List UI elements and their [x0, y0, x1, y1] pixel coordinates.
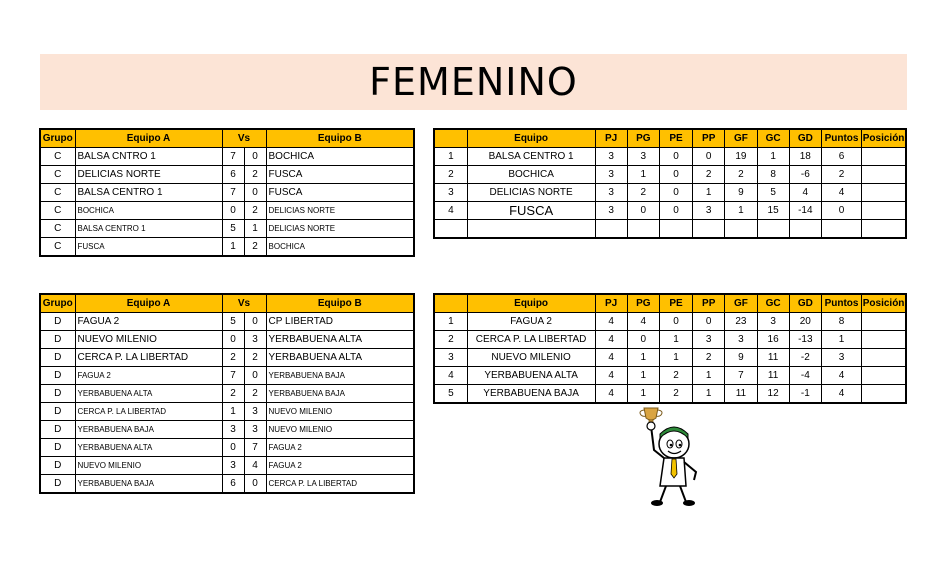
score-a-cell: 1 — [222, 403, 244, 421]
score-b-cell: 4 — [244, 457, 266, 475]
header-cell: PJ — [595, 294, 627, 313]
group-cell: D — [40, 385, 75, 403]
header-cell: PP — [693, 294, 725, 313]
stat-cell: 0 — [659, 148, 692, 166]
score-b-cell: 3 — [244, 403, 266, 421]
score-a-cell: 7 — [222, 184, 244, 202]
standings-row — [434, 313, 906, 331]
stat-cell: 1 — [627, 349, 659, 367]
team-b-cell: YERBABUENA BAJA — [266, 367, 414, 385]
score-a-cell: 0 — [222, 202, 244, 220]
stat-cell: 15 — [757, 202, 789, 220]
team-a-cell: YERBABUENA BAJA — [75, 475, 222, 494]
stat-cell — [659, 220, 692, 239]
team-a-cell: CERCA P. LA LIBERTAD — [75, 403, 222, 421]
score-b-cell: 7 — [244, 439, 266, 457]
match-row — [40, 403, 414, 421]
stat-cell — [862, 331, 906, 349]
stat-cell: 1 — [659, 349, 692, 367]
header-cell: Puntos — [821, 129, 861, 148]
stat-cell: -13 — [789, 331, 821, 349]
stat-cell: 2 — [725, 166, 757, 184]
team-a-cell: FAGUA 2 — [75, 313, 222, 331]
header-cell: Grupo — [40, 294, 75, 313]
score-a-cell: 2 — [222, 385, 244, 403]
stat-cell: 4 — [595, 331, 627, 349]
group-cell: C — [40, 220, 75, 238]
score-a-cell: 0 — [222, 439, 244, 457]
stat-cell: 3 — [595, 202, 627, 220]
stat-cell: 2 — [434, 331, 467, 349]
stat-cell: 2 — [693, 166, 725, 184]
stat-cell: 1 — [659, 331, 692, 349]
stat-cell: 0 — [627, 331, 659, 349]
header-cell: Vs — [222, 294, 266, 313]
match-row — [40, 238, 414, 257]
stat-cell: 0 — [693, 148, 725, 166]
standings-row — [434, 331, 906, 349]
header-cell: Grupo — [40, 129, 75, 148]
stat-cell — [595, 220, 627, 239]
stat-cell: 4 — [595, 385, 627, 404]
team-b-cell: DELICIAS NORTE — [266, 220, 414, 238]
group-cell: D — [40, 403, 75, 421]
match-row — [40, 331, 414, 349]
group-cell: D — [40, 421, 75, 439]
stat-cell — [757, 220, 789, 239]
group-cell: D — [40, 457, 75, 475]
stat-cell: 0 — [659, 184, 692, 202]
stat-cell: 4 — [434, 202, 467, 220]
stat-cell: 18 — [789, 148, 821, 166]
stat-cell: -4 — [789, 367, 821, 385]
header-cell: PG — [627, 294, 659, 313]
stat-cell: 1 — [627, 166, 659, 184]
stat-cell: 3 — [725, 331, 757, 349]
stat-cell: 9 — [725, 349, 757, 367]
stat-cell: 0 — [821, 202, 861, 220]
score-a-cell: 1 — [222, 238, 244, 257]
stat-cell: -14 — [789, 202, 821, 220]
stat-cell: 4 — [595, 367, 627, 385]
match-row — [40, 421, 414, 439]
header-cell: Puntos — [821, 294, 861, 313]
team-a-cell: BOCHICA — [75, 202, 222, 220]
stat-cell: 3 — [595, 184, 627, 202]
team-cell: CERCA P. LA LIBERTAD — [467, 331, 595, 349]
stat-cell: 5 — [434, 385, 467, 404]
team-cell: NUEVO MILENIO — [467, 349, 595, 367]
stat-cell: 3 — [757, 313, 789, 331]
match-row — [40, 220, 414, 238]
score-a-cell: 6 — [222, 475, 244, 494]
stat-cell: 20 — [789, 313, 821, 331]
score-b-cell: 0 — [244, 148, 266, 166]
stat-cell — [862, 166, 906, 184]
match-row — [40, 313, 414, 331]
stat-cell — [693, 220, 725, 239]
score-a-cell: 6 — [222, 166, 244, 184]
team-b-cell: BOCHICA — [266, 148, 414, 166]
team-cell: YERBABUENA BAJA — [467, 385, 595, 404]
team-b-cell: NUEVO MILENIO — [266, 403, 414, 421]
title-band — [40, 54, 907, 110]
stat-cell — [862, 220, 906, 239]
stat-cell — [789, 220, 821, 239]
header-cell: GF — [725, 294, 757, 313]
stat-cell: 0 — [659, 166, 692, 184]
stat-cell: 2 — [693, 349, 725, 367]
stat-cell: -2 — [789, 349, 821, 367]
stat-cell: 4 — [595, 313, 627, 331]
stat-cell: 2 — [659, 385, 692, 404]
stat-cell: 1 — [821, 331, 861, 349]
group-cell: D — [40, 439, 75, 457]
score-a-cell: 7 — [222, 148, 244, 166]
team-a-cell: BALSA CENTRO 1 — [75, 184, 222, 202]
stat-cell — [821, 220, 861, 239]
group-cell: C — [40, 148, 75, 166]
score-a-cell: 3 — [222, 421, 244, 439]
team-cell: BALSA CENTRO 1 — [467, 148, 595, 166]
team-a-cell: DELICIAS NORTE — [75, 166, 222, 184]
stat-cell: 4 — [821, 385, 861, 404]
team-b-cell: YERBABUENA ALTA — [266, 331, 414, 349]
match-row — [40, 457, 414, 475]
header-cell: Equipo A — [75, 294, 222, 313]
stat-cell — [862, 202, 906, 220]
stat-cell: 3 — [693, 331, 725, 349]
stat-cell — [862, 385, 906, 404]
standings-row — [434, 166, 906, 184]
stat-cell: 3 — [627, 148, 659, 166]
stat-cell — [862, 349, 906, 367]
score-b-cell: 0 — [244, 313, 266, 331]
group-d-matches-table — [39, 293, 415, 494]
team-cell: YERBABUENA ALTA — [467, 367, 595, 385]
header-cell: GD — [789, 129, 821, 148]
header-cell: GD — [789, 294, 821, 313]
table-header-row — [434, 294, 906, 313]
match-row — [40, 385, 414, 403]
stat-cell: 1 — [627, 367, 659, 385]
stat-cell: 2 — [821, 166, 861, 184]
header-cell: PJ — [595, 129, 627, 148]
group-cell: D — [40, 331, 75, 349]
stat-cell: 0 — [693, 313, 725, 331]
table-header-row — [434, 129, 906, 148]
team-b-cell: BOCHICA — [266, 238, 414, 257]
stat-cell: 3 — [595, 148, 627, 166]
group-cell: C — [40, 238, 75, 257]
score-b-cell: 2 — [244, 202, 266, 220]
team-a-cell: CERCA P. LA LIBERTAD — [75, 349, 222, 367]
stat-cell — [862, 148, 906, 166]
header-cell: Equipo — [467, 294, 595, 313]
header-cell: Equipo B — [266, 294, 414, 313]
header-cell: Posición — [862, 294, 906, 313]
score-a-cell: 2 — [222, 349, 244, 367]
team-b-cell: FUSCA — [266, 166, 414, 184]
team-cell: FAGUA 2 — [467, 313, 595, 331]
match-row — [40, 184, 414, 202]
stat-cell: 1 — [757, 148, 789, 166]
stat-cell: 4 — [434, 367, 467, 385]
match-row — [40, 202, 414, 220]
standings-row — [434, 385, 906, 404]
team-a-cell: YERBABUENA ALTA — [75, 439, 222, 457]
standings-row — [434, 349, 906, 367]
stat-cell: 1 — [627, 385, 659, 404]
header-cell: PE — [659, 294, 692, 313]
header-cell: Posición — [862, 129, 906, 148]
header-cell: PG — [627, 129, 659, 148]
stat-cell: 3 — [821, 349, 861, 367]
group-cell: D — [40, 475, 75, 494]
stat-cell — [862, 367, 906, 385]
team-b-cell: FAGUA 2 — [266, 439, 414, 457]
score-a-cell: 5 — [222, 220, 244, 238]
score-a-cell: 7 — [222, 367, 244, 385]
group-cell: D — [40, 367, 75, 385]
stat-cell: 1 — [693, 367, 725, 385]
stat-cell: 8 — [757, 166, 789, 184]
team-a-cell: YERBABUENA BAJA — [75, 421, 222, 439]
stat-cell: 3 — [595, 166, 627, 184]
team-b-cell: DELICIAS NORTE — [266, 202, 414, 220]
stat-cell: 4 — [821, 184, 861, 202]
score-b-cell: 3 — [244, 421, 266, 439]
stat-cell: 0 — [627, 202, 659, 220]
team-b-cell: CP LIBERTAD — [266, 313, 414, 331]
score-b-cell: 0 — [244, 475, 266, 494]
header-cell: Equipo B — [266, 129, 414, 148]
stat-cell: 11 — [725, 385, 757, 404]
stat-cell: 5 — [757, 184, 789, 202]
team-a-cell: FUSCA — [75, 238, 222, 257]
group-c-standings-table — [433, 128, 907, 239]
stat-cell: 4 — [789, 184, 821, 202]
stat-cell: 19 — [725, 148, 757, 166]
stat-cell: 4 — [821, 367, 861, 385]
match-row — [40, 148, 414, 166]
score-b-cell: 3 — [244, 331, 266, 349]
stat-cell — [434, 220, 467, 239]
score-b-cell: 2 — [244, 166, 266, 184]
team-cell: FUSCA — [467, 202, 595, 220]
header-cell: GC — [757, 294, 789, 313]
table-header-row — [40, 294, 414, 313]
score-b-cell: 2 — [244, 349, 266, 367]
score-b-cell: 0 — [244, 184, 266, 202]
stat-cell — [725, 220, 757, 239]
group-cell: C — [40, 184, 75, 202]
group-cell: C — [40, 166, 75, 184]
page-title: FEMENINO — [369, 60, 578, 104]
stat-cell: 2 — [434, 166, 467, 184]
header-cell — [434, 294, 467, 313]
team-a-cell: NUEVO MILENIO — [75, 457, 222, 475]
score-a-cell: 5 — [222, 313, 244, 331]
group-cell: D — [40, 313, 75, 331]
stat-cell: 0 — [659, 202, 692, 220]
team-a-cell: FAGUA 2 — [75, 367, 222, 385]
stat-cell: 7 — [725, 367, 757, 385]
stat-cell: 4 — [627, 313, 659, 331]
stat-cell: 11 — [757, 349, 789, 367]
match-row — [40, 475, 414, 494]
stat-cell: 9 — [725, 184, 757, 202]
header-cell — [434, 129, 467, 148]
match-row — [40, 367, 414, 385]
stat-cell: 8 — [821, 313, 861, 331]
stat-cell: 3 — [693, 202, 725, 220]
header-cell: GF — [725, 129, 757, 148]
score-a-cell: 0 — [222, 331, 244, 349]
score-b-cell: 2 — [244, 385, 266, 403]
group-c-matches-table — [39, 128, 415, 257]
match-row — [40, 439, 414, 457]
header-cell: Vs — [222, 129, 266, 148]
group-cell: D — [40, 349, 75, 367]
stat-cell: 11 — [757, 367, 789, 385]
stat-cell — [862, 184, 906, 202]
team-cell — [467, 220, 595, 239]
team-b-cell: FAGUA 2 — [266, 457, 414, 475]
team-a-cell: BALSA CNTRO 1 — [75, 148, 222, 166]
standings-row — [434, 202, 906, 220]
header-cell: Equipo A — [75, 129, 222, 148]
score-b-cell: 0 — [244, 367, 266, 385]
stat-cell: 0 — [659, 313, 692, 331]
stat-cell: 6 — [821, 148, 861, 166]
match-row — [40, 349, 414, 367]
stat-cell: 12 — [757, 385, 789, 404]
score-b-cell: 1 — [244, 220, 266, 238]
stat-cell: 3 — [434, 349, 467, 367]
team-a-cell: YERBABUENA ALTA — [75, 385, 222, 403]
stat-cell: 23 — [725, 313, 757, 331]
team-b-cell: CERCA P. LA LIBERTAD — [266, 475, 414, 494]
team-a-cell: BALSA CENTRO 1 — [75, 220, 222, 238]
match-row — [40, 166, 414, 184]
team-cell: DELICIAS NORTE — [467, 184, 595, 202]
header-cell: PE — [659, 129, 692, 148]
table-header-row — [40, 129, 414, 148]
stat-cell: 4 — [595, 349, 627, 367]
stat-cell — [862, 313, 906, 331]
soccer-mascot-with-trophy-icon — [624, 402, 722, 507]
header-cell: PP — [693, 129, 725, 148]
team-b-cell: YERBABUENA BAJA — [266, 385, 414, 403]
stat-cell — [627, 220, 659, 239]
stat-cell: 2 — [659, 367, 692, 385]
stat-cell: 16 — [757, 331, 789, 349]
stat-cell: 2 — [627, 184, 659, 202]
standings-row — [434, 367, 906, 385]
team-b-cell: YERBABUENA ALTA — [266, 349, 414, 367]
group-d-standings-table — [433, 293, 907, 404]
standings-row — [434, 220, 906, 239]
stat-cell: -1 — [789, 385, 821, 404]
team-cell: BOCHICA — [467, 166, 595, 184]
score-b-cell: 2 — [244, 238, 266, 257]
standings-row — [434, 184, 906, 202]
header-cell: Equipo — [467, 129, 595, 148]
score-a-cell: 3 — [222, 457, 244, 475]
team-a-cell: NUEVO MILENIO — [75, 331, 222, 349]
stat-cell: 3 — [434, 184, 467, 202]
stat-cell: 1 — [434, 148, 467, 166]
group-cell: C — [40, 202, 75, 220]
stat-cell: 1 — [434, 313, 467, 331]
stat-cell: 1 — [725, 202, 757, 220]
stat-cell: 1 — [693, 184, 725, 202]
stat-cell: 1 — [693, 385, 725, 404]
header-cell: GC — [757, 129, 789, 148]
team-b-cell: NUEVO MILENIO — [266, 421, 414, 439]
standings-row — [434, 148, 906, 166]
team-b-cell: FUSCA — [266, 184, 414, 202]
stat-cell: -6 — [789, 166, 821, 184]
